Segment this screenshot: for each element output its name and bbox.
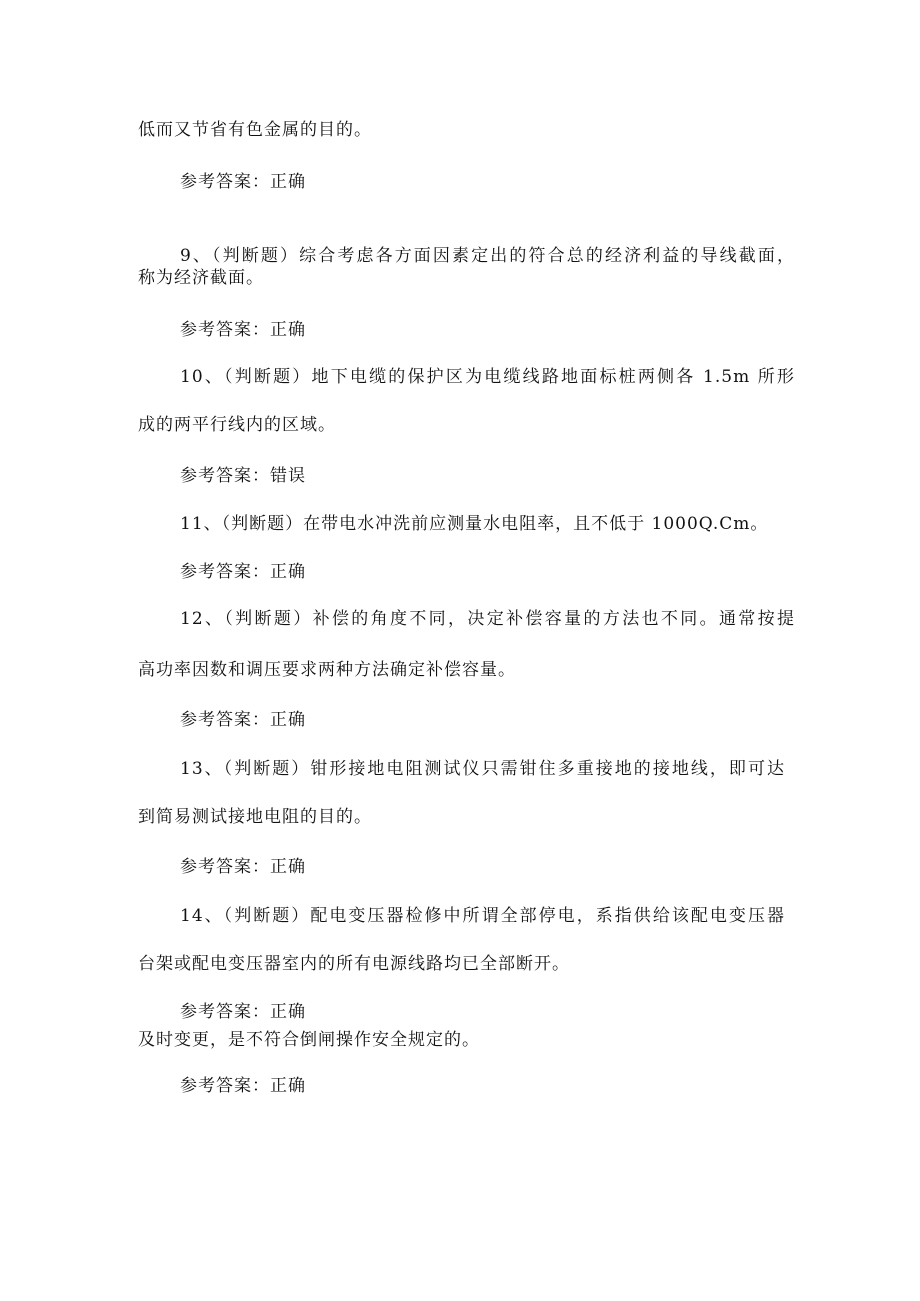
q10-text: 10、（判断题）地下电缆的保护区为电缆线路地面标桩两侧各 1.5m 所形 <box>180 367 795 387</box>
q9-text: 9、（判断题）综合考虑各方面因素定出的符合总的经济利益的导线截面， <box>180 246 795 266</box>
q10-text-continuation: 成的两平行线内的区域。 <box>138 415 336 435</box>
q12-text: 12、（判断题）补偿的角度不同，决定补偿容量的方法也不同。通常按提 <box>180 609 795 629</box>
q13-text: 13、（判断题）钳形接地电阻测试仪只需钳住多重接地的接地线，即可达 <box>180 759 785 779</box>
q10-answer: 参考答案：错误 <box>180 466 306 486</box>
q9-text-continuation: 称为经济截面。 <box>138 268 264 288</box>
q12-answer: 参考答案：正确 <box>180 710 306 730</box>
q14-text-continuation: 台架或配电变压器室内的所有电源线路均已全部断开。 <box>138 954 570 974</box>
q14-answer: 参考答案：正确 <box>180 1002 306 1022</box>
q9-answer: 参考答案：正确 <box>180 320 306 340</box>
q11-text: 11、（判断题）在带电水冲洗前应测量水电阻率，且不低于 1000Q.Cm。 <box>180 514 769 534</box>
q8-text-continuation: 低而又节省有色金属的目的。 <box>138 120 372 140</box>
q13-text-continuation: 到简易测试接地电阻的目的。 <box>138 807 372 827</box>
q15-answer: 参考答案：正确 <box>180 1076 306 1096</box>
q8-answer: 参考答案：正确 <box>180 172 306 192</box>
q13-answer: 参考答案：正确 <box>180 857 306 877</box>
q14-text: 14、（判断题）配电变压器检修中所谓全部停电，系指供给该配电变压器 <box>180 906 785 926</box>
q11-answer: 参考答案：正确 <box>180 562 306 582</box>
q12-text-continuation: 高功率因数和调压要求两种方法确定补偿容量。 <box>138 660 516 680</box>
q15-text-continuation: 及时变更，是不符合倒闸操作安全规定的。 <box>138 1030 480 1050</box>
